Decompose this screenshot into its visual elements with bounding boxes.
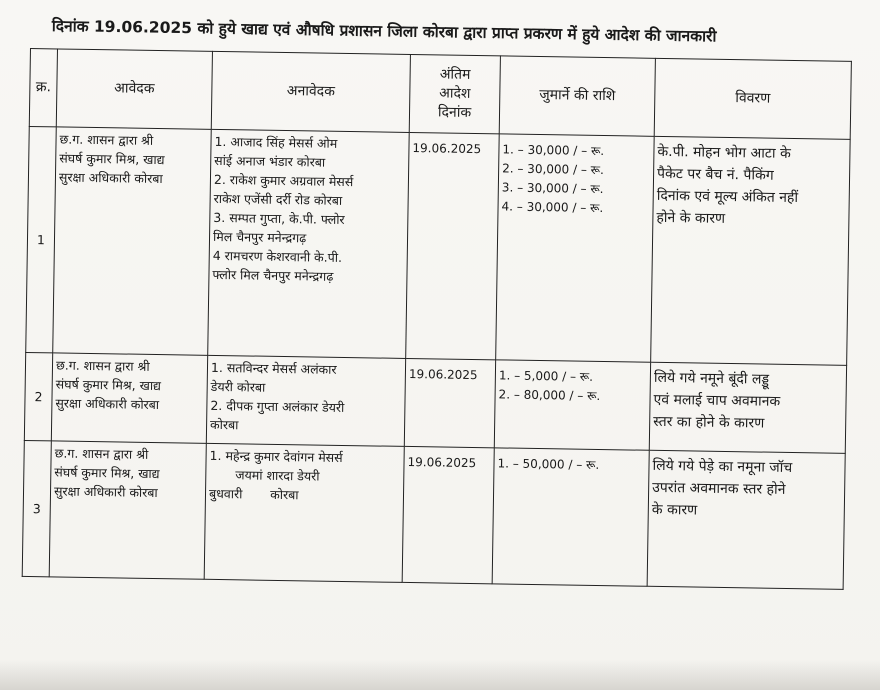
table-row <box>22 440 845 589</box>
row-sno: 1 <box>26 126 57 352</box>
respondent-line: मिल चैनपुर मनेन्द्रगढ़ <box>212 228 307 246</box>
details-line: पैकेट पर बैच नं. पैकिंग <box>656 165 774 184</box>
respondent-line: फ्लोर मिल चैनपुर मनेन्द्रगढ़ <box>212 266 334 284</box>
respondent-line: 3. सम्पत गुप्ता, के.पी. फ्लोर <box>213 209 345 227</box>
orders-table <box>22 48 852 590</box>
fine-line: 3. – 30,000 / – रू. <box>501 180 604 197</box>
details-line: एवं मलाई चाप अवमानक <box>653 391 781 410</box>
fine-line: 2. – 30,000 / – रू. <box>502 161 604 178</box>
fine-line: 1. – 50,000 / – रू. <box>497 456 600 472</box>
header-respondent: अनावेदक <box>211 51 410 132</box>
respondent-line: 1. सतविन्दर मेसर्स अलंकार <box>210 359 337 377</box>
row-applicant <box>51 353 207 443</box>
table-row <box>24 352 846 453</box>
table-header-row <box>29 49 851 140</box>
header-applicant: आवेदक <box>56 49 212 129</box>
row-applicant <box>53 127 212 355</box>
respondent-line: 4 रामचरण केशरवानी के.पी. <box>212 247 343 265</box>
row-sno: 3 <box>22 440 51 576</box>
details-line: स्तर का होने के कारण <box>653 413 765 432</box>
details-line: दिनांक एवं मूल्य अंकित नहीं <box>656 187 799 207</box>
header-date-line: दिनांक <box>437 104 472 121</box>
row-details <box>647 450 845 589</box>
header-sno: क्र. <box>29 49 57 127</box>
header-fine: जुमार्ने की राशि <box>499 56 655 136</box>
row-details <box>649 362 846 453</box>
applicant-line: सुरक्षा अधिकारी कोरबा <box>53 483 158 501</box>
fine-line: 2. – 80,000 / – रू. <box>498 387 601 404</box>
respondent-line: जयमां शारदा डेयरी <box>235 467 320 484</box>
respondent-line: बुधवारी कोरबा <box>208 485 299 503</box>
applicant-line: संघर्ष कुमार मिश्र, खाद्य <box>54 464 160 482</box>
applicant-line: सुरक्षा अधिकारी कोरबा <box>55 395 160 413</box>
fine-line: 1. – 5,000 / – रू. <box>498 368 594 384</box>
row-order-date: 19.06.2025 <box>406 132 500 359</box>
row-order-date: 19.06.2025 <box>404 358 495 447</box>
row-fine <box>496 134 655 362</box>
row-applicant <box>49 441 206 579</box>
details-line: उपरांत अवमानक स्तर होने <box>652 479 786 498</box>
respondent-line: सांई अनाज भंडार कोरबा <box>214 152 326 170</box>
header-order-date <box>409 54 500 133</box>
table-row <box>26 126 850 365</box>
applicant-line: छ.ग. शासन द्वारा श्री <box>59 131 154 148</box>
fine-line: 4. – 30,000 / – रू. <box>501 199 604 216</box>
respondent-line: कोरबा <box>209 416 239 433</box>
row-fine <box>492 448 649 586</box>
row-respondent <box>204 443 404 582</box>
details-line: लिये गये पेड़े का नमूना जॉच <box>652 457 793 477</box>
row-sno: 2 <box>24 352 52 440</box>
details-line: के.पी. मोहन भोग आटा के <box>657 143 791 162</box>
row-fine <box>494 360 650 450</box>
applicant-line: छ.ग. शासन द्वारा श्री <box>54 445 149 462</box>
applicant-line: संघर्ष कुमार मिश्र, खाद्य <box>59 150 165 168</box>
row-respondent <box>206 355 405 446</box>
respondent-line: 1. आजाद सिंह मेसर्स ओम <box>214 133 338 151</box>
applicant-line: छ.ग. शासन द्वारा श्री <box>55 357 150 374</box>
respondent-line: 2. दीपक गुप्ता अलंकार डेयरी <box>210 397 345 415</box>
applicant-line: सुरक्षा अधिकारी कोरबा <box>58 169 163 187</box>
row-respondent <box>208 129 410 358</box>
respondent-line: 1. महेन्द्र कुमार देवांगन मेसर्स <box>209 447 343 465</box>
fine-line: 1. – 30,000 / – रू. <box>502 142 605 159</box>
page-bottom-shadow <box>0 660 880 690</box>
header-date-line: आदेश <box>439 85 471 102</box>
details-line: होने के कारण <box>656 209 726 227</box>
header-date-line: अंतिम <box>439 66 471 83</box>
document-heading: दिनांक 19.06.2025 को हुये खाद्य एवं औषधि प्रशासन जिला कोरबा द्वारा प्राप्त प्रकरण में हुये आदेश की जानकारी <box>51 16 717 46</box>
respondent-line: डेयरी कोरबा <box>210 378 266 395</box>
details-line: के कारण <box>651 501 698 519</box>
row-details <box>651 136 851 365</box>
applicant-line: संघर्ष कुमार मिश्र, खाद्य <box>55 376 162 394</box>
respondent-line: 2. राकेश कुमार अग्रवाल मेसर्स <box>213 171 354 190</box>
respondent-line: राकेश एजेंसी दर्री रोड कोरबा <box>213 190 343 208</box>
details-line: लिये गये नमूने बूंदी लड्डू <box>653 369 770 388</box>
row-order-date: 19.06.2025 <box>402 446 494 583</box>
header-details: विवरण <box>654 58 851 139</box>
